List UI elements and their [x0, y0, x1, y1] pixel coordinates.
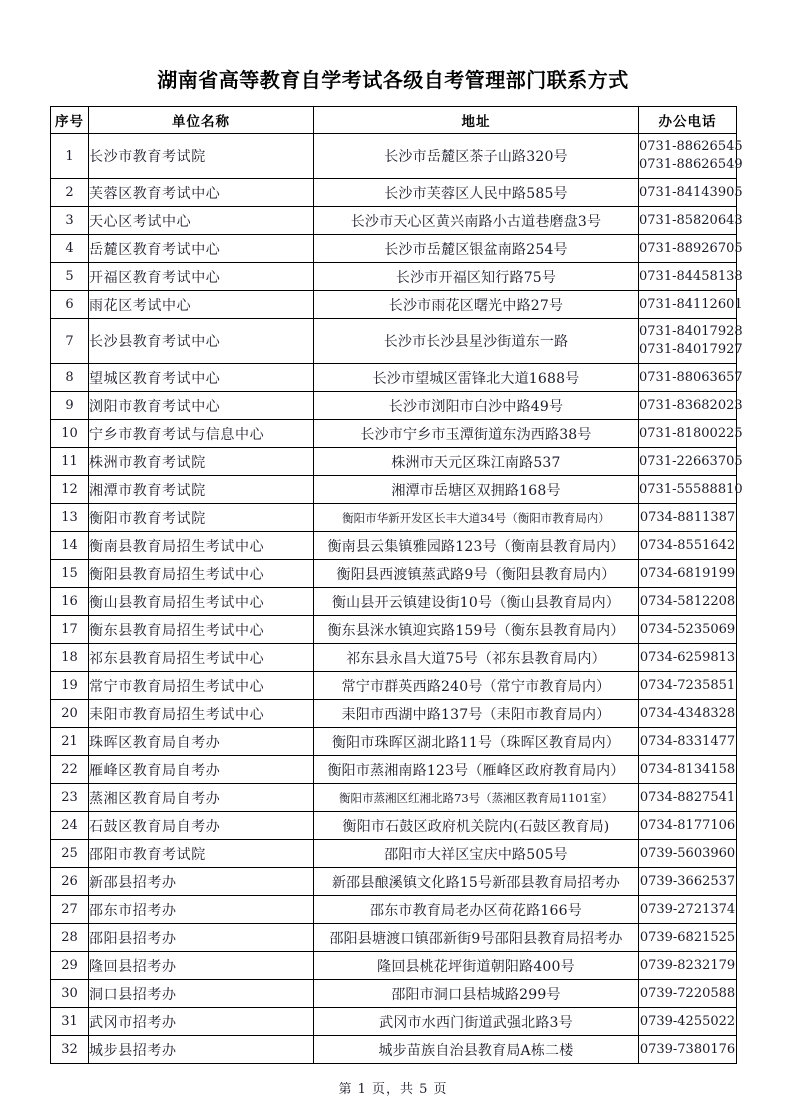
cell-address: 长沙市天心区黄兴南路小古道巷磨盘3号 — [314, 207, 639, 235]
table-row — [51, 840, 737, 868]
phone-number: 0734-8551642 — [639, 537, 736, 553]
cell-index: 25 — [51, 840, 89, 868]
cell-unit-name: 湘潭市教育考试院 — [89, 476, 314, 504]
cell-address: 武冈市水西门街道武强北路3号 — [314, 1008, 639, 1036]
cell-unit-name: 洞口县招考办 — [89, 980, 314, 1008]
phone-number: 0734-8827541 — [639, 789, 736, 805]
cell-unit-name: 天心区考试中心 — [89, 207, 314, 235]
cell-index: 27 — [51, 896, 89, 924]
cell-unit-name: 宁乡市教育考试与信息中心 — [89, 420, 314, 448]
table-row — [51, 784, 737, 812]
cell-phone — [639, 1036, 737, 1064]
cell-unit-name: 衡阳市教育考试院 — [89, 504, 314, 532]
phone-number: 0731-81800225 — [639, 425, 743, 441]
phone-number: 0731-83682023 — [639, 397, 743, 413]
cell-index: 10 — [51, 420, 89, 448]
cell-index: 29 — [51, 952, 89, 980]
table-row — [51, 616, 737, 644]
table-row — [51, 868, 737, 896]
phone-number: 0739-2721374 — [639, 901, 736, 917]
phone-number: 0739-5603960 — [639, 845, 736, 861]
table-header-row — [51, 107, 737, 134]
cell-index: 21 — [51, 728, 89, 756]
cell-unit-name: 隆回县招考办 — [89, 952, 314, 980]
cell-address: 株洲市天元区珠江南路537 — [314, 448, 639, 476]
cell-address: 长沙市望城区雷锋北大道1688号 — [314, 364, 639, 392]
table-row — [51, 476, 737, 504]
cell-phone — [639, 924, 737, 952]
cell-address: 长沙市浏阳市白沙中路49号 — [314, 392, 639, 420]
cell-index: 5 — [51, 263, 89, 291]
cell-unit-name: 祁东县教育局招生考试中心 — [89, 644, 314, 672]
cell-address: 隆回县桃花坪街道朝阳路400号 — [314, 952, 639, 980]
cell-index: 12 — [51, 476, 89, 504]
cell-phone — [639, 840, 737, 868]
table-row — [51, 207, 737, 235]
cell-unit-name: 衡阳县教育局招生考试中心 — [89, 560, 314, 588]
cell-unit-name: 芙蓉区教育考试中心 — [89, 179, 314, 207]
cell-index: 6 — [51, 291, 89, 319]
cell-address: 长沙市宁乡市玉潭街道东沩西路38号 — [314, 420, 639, 448]
table-row — [51, 924, 737, 952]
phone-number: 0731-84112601 — [639, 296, 743, 312]
cell-address: 邵阳县塘渡口镇邵新街9号邵阳县教育局招考办 — [314, 924, 639, 952]
cell-phone — [639, 644, 737, 672]
cell-phone — [639, 179, 743, 207]
column-header-address: 地址 — [314, 107, 639, 134]
cell-index: 17 — [51, 616, 89, 644]
phone-number: 0731-88926705 — [639, 240, 743, 256]
cell-index: 28 — [51, 924, 89, 952]
table-row — [51, 179, 737, 207]
phone-number: 0734-8177106 — [639, 817, 736, 833]
cell-unit-name: 雁峰区教育局自考办 — [89, 756, 314, 784]
cell-index: 32 — [51, 1036, 89, 1064]
table-row — [51, 588, 737, 616]
cell-phone — [639, 588, 737, 616]
cell-address: 长沙市岳麓区银盆南路254号 — [314, 235, 639, 263]
cell-address: 衡阳市蒸湘南路123号（雁峰区政府教育局内） — [314, 756, 639, 784]
table-row — [51, 420, 737, 448]
cell-unit-name: 珠晖区教育局自考办 — [89, 728, 314, 756]
cell-address: 衡阳市珠晖区湖北路11号（珠晖区教育局内） — [314, 728, 639, 756]
cell-phone — [639, 134, 743, 179]
cell-index: 13 — [51, 504, 89, 532]
phone-number: 0734-8134158 — [639, 761, 736, 777]
cell-address: 衡阳市石鼓区政府机关院内(石鼓区教育局) — [314, 812, 639, 840]
cell-address: 长沙市岳麓区茶子山路320号 — [314, 134, 639, 179]
cell-index: 1 — [51, 134, 89, 179]
phone-number: 0734-8331477 — [639, 733, 736, 749]
cell-phone — [639, 756, 737, 784]
cell-index: 24 — [51, 812, 89, 840]
table-row — [51, 896, 737, 924]
cell-unit-name: 新邵县招考办 — [89, 868, 314, 896]
cell-unit-name: 雨花区考试中心 — [89, 291, 314, 319]
cell-phone — [639, 616, 737, 644]
cell-address: 长沙市芙蓉区人民中路585号 — [314, 179, 639, 207]
cell-address: 城步苗族自治县教育局A栋二楼 — [314, 1036, 639, 1064]
cell-index: 26 — [51, 868, 89, 896]
phone-number: 0731-22663705 — [639, 453, 743, 469]
cell-index: 4 — [51, 235, 89, 263]
cell-index: 2 — [51, 179, 89, 207]
column-header-phone: 办公电话 — [639, 107, 737, 134]
table-row — [51, 728, 737, 756]
table-row — [51, 644, 737, 672]
cell-unit-name: 开福区教育考试中心 — [89, 263, 314, 291]
cell-index: 8 — [51, 364, 89, 392]
phone-number: 0731-84017928 — [639, 324, 743, 340]
cell-address: 衡东县洣水镇迎宾路159号（衡东县教育局内） — [314, 616, 639, 644]
cell-unit-name: 石鼓区教育局自考办 — [89, 812, 314, 840]
cell-address: 长沙市开福区知行路75号 — [314, 263, 639, 291]
cell-phone — [639, 952, 737, 980]
table-row — [51, 560, 737, 588]
cell-phone — [639, 868, 737, 896]
cell-unit-name: 株洲市教育考试院 — [89, 448, 314, 476]
cell-unit-name: 衡南县教育局招生考试中心 — [89, 532, 314, 560]
cell-index: 20 — [51, 700, 89, 728]
table-row — [51, 952, 737, 980]
cell-address: 衡山县开云镇建设街10号（衡山县教育局内） — [314, 588, 639, 616]
cell-unit-name: 望城区教育考试中心 — [89, 364, 314, 392]
table-row — [51, 1008, 737, 1036]
cell-address: 常宁市群英西路240号（常宁市教育局内） — [314, 672, 639, 700]
cell-address: 湘潭市岳塘区双拥路168号 — [314, 476, 639, 504]
phone-number: 0734-6819199 — [639, 565, 736, 581]
cell-address: 祁东县永昌大道75号（祁东县教育局内） — [314, 644, 639, 672]
table-row — [51, 319, 737, 364]
cell-phone — [639, 784, 737, 812]
cell-address: 邵阳市洞口县桔城路299号 — [314, 980, 639, 1008]
cell-phone — [639, 319, 743, 364]
phone-number-secondary: 0731-84017927 — [639, 342, 743, 357]
table-body — [51, 134, 743, 1064]
phone-number: 0734-8811387 — [639, 509, 736, 525]
cell-phone — [639, 560, 737, 588]
phone-number: 0739-7220588 — [639, 985, 736, 1001]
phone-number: 0734-6259813 — [639, 649, 736, 665]
cell-index: 11 — [51, 448, 89, 476]
phone-number: 0739-6821525 — [639, 929, 736, 945]
phone-number: 0734-5812208 — [639, 593, 736, 609]
phone-number: 0734-5235069 — [639, 621, 736, 637]
cell-address: 衡南县云集镇雅园路123号（衡南县教育局内） — [314, 532, 639, 560]
cell-phone — [639, 291, 743, 319]
cell-address: 衡阳市华新开发区长丰大道34号（衡阳市教育局内） — [314, 504, 639, 532]
cell-unit-name: 邵东市招考办 — [89, 896, 314, 924]
phone-number: 0731-84143905 — [639, 184, 743, 200]
phone-number: 0739-8232179 — [639, 957, 736, 973]
cell-index: 15 — [51, 560, 89, 588]
phone-number: 0739-7380176 — [639, 1041, 736, 1057]
phone-number-secondary: 0731-88626549 — [639, 157, 743, 172]
table-row — [51, 504, 737, 532]
cell-unit-name: 蒸湘区教育局自考办 — [89, 784, 314, 812]
cell-phone — [639, 364, 743, 392]
cell-phone — [639, 532, 737, 560]
cell-unit-name: 城步县招考办 — [89, 1036, 314, 1064]
cell-unit-name: 衡东县教育局招生考试中心 — [89, 616, 314, 644]
phone-number: 0731-88063657 — [639, 369, 743, 385]
cell-phone — [639, 448, 743, 476]
table-row — [51, 980, 737, 1008]
phone-number: 0734-4348328 — [639, 705, 736, 721]
cell-unit-name: 耒阳市教育局招生考试中心 — [89, 700, 314, 728]
table-row — [51, 263, 737, 291]
cell-address: 耒阳市西湖中路137号（耒阳市教育局内） — [314, 700, 639, 728]
phone-number: 0731-88626545 — [639, 139, 743, 155]
table-row — [51, 364, 737, 392]
cell-unit-name: 邵阳市教育考试院 — [89, 840, 314, 868]
cell-phone — [639, 1008, 737, 1036]
cell-unit-name: 岳麓区教育考试中心 — [89, 235, 314, 263]
table-row — [51, 532, 737, 560]
cell-phone — [639, 207, 743, 235]
cell-phone — [639, 476, 743, 504]
cell-phone — [639, 896, 737, 924]
cell-address: 邵阳市大祥区宝庆中路505号 — [314, 840, 639, 868]
cell-index: 22 — [51, 756, 89, 784]
table-row — [51, 448, 737, 476]
column-header-index: 序号 — [51, 107, 89, 134]
phone-number: 0734-7235851 — [639, 677, 736, 693]
cell-address: 衡阳市蒸湘区红湘北路73号（蒸湘区教育局1101室） — [314, 784, 639, 812]
table-row — [51, 235, 737, 263]
cell-phone — [639, 980, 737, 1008]
cell-index: 16 — [51, 588, 89, 616]
phone-number: 0731-85820643 — [639, 212, 743, 228]
table-row — [51, 672, 737, 700]
cell-unit-name: 常宁市教育局招生考试中心 — [89, 672, 314, 700]
table-header — [51, 107, 737, 134]
table-row — [51, 1036, 737, 1064]
cell-index: 31 — [51, 1008, 89, 1036]
table-row — [51, 291, 737, 319]
page-footer: 第 1 页，共 5 页 — [338, 1082, 448, 1097]
cell-phone — [639, 504, 737, 532]
table-row — [51, 392, 737, 420]
phone-number: 0731-84458138 — [639, 268, 743, 284]
phone-number: 0739-4255022 — [639, 1013, 736, 1029]
cell-address: 新邵县酿溪镇文化路15号新邵县教育局招考办 — [314, 868, 639, 896]
cell-phone — [639, 235, 743, 263]
cell-phone — [639, 392, 743, 420]
cell-phone — [639, 672, 737, 700]
cell-phone — [639, 700, 737, 728]
cell-phone — [639, 812, 737, 840]
cell-unit-name: 衡山县教育局招生考试中心 — [89, 588, 314, 616]
cell-unit-name: 长沙市教育考试院 — [89, 134, 314, 179]
cell-index: 9 — [51, 392, 89, 420]
cell-unit-name: 武冈市招考办 — [89, 1008, 314, 1036]
table-row — [51, 812, 737, 840]
cell-phone — [639, 420, 743, 448]
cell-address: 衡阳县西渡镇蒸武路9号（衡阳县教育局内） — [314, 560, 639, 588]
contact-table-container — [50, 106, 743, 1064]
cell-address: 邵东市教育局老办区荷花路166号 — [314, 896, 639, 924]
table-row — [51, 700, 737, 728]
phone-number: 0739-3662537 — [639, 873, 736, 889]
cell-index: 14 — [51, 532, 89, 560]
contact-table — [50, 106, 743, 1064]
cell-index: 30 — [51, 980, 89, 1008]
cell-address: 长沙市雨花区曙光中路27号 — [314, 291, 639, 319]
cell-unit-name: 邵阳县招考办 — [89, 924, 314, 952]
cell-phone — [639, 263, 743, 291]
cell-index: 18 — [51, 644, 89, 672]
phone-number: 0731-55588810 — [639, 481, 743, 497]
table-row — [51, 756, 737, 784]
cell-unit-name: 浏阳市教育考试中心 — [89, 392, 314, 420]
cell-index: 19 — [51, 672, 89, 700]
column-header-unit-name: 单位名称 — [89, 107, 314, 134]
cell-unit-name: 长沙县教育考试中心 — [89, 319, 314, 364]
cell-index: 7 — [51, 319, 89, 364]
cell-index: 3 — [51, 207, 89, 235]
page-title: 湖南省高等教育自学考试各级自考管理部门联系方式 — [157, 68, 629, 92]
cell-address: 长沙市长沙县星沙街道东一路 — [314, 319, 639, 364]
table-row — [51, 134, 737, 179]
cell-index: 23 — [51, 784, 89, 812]
cell-phone — [639, 728, 737, 756]
